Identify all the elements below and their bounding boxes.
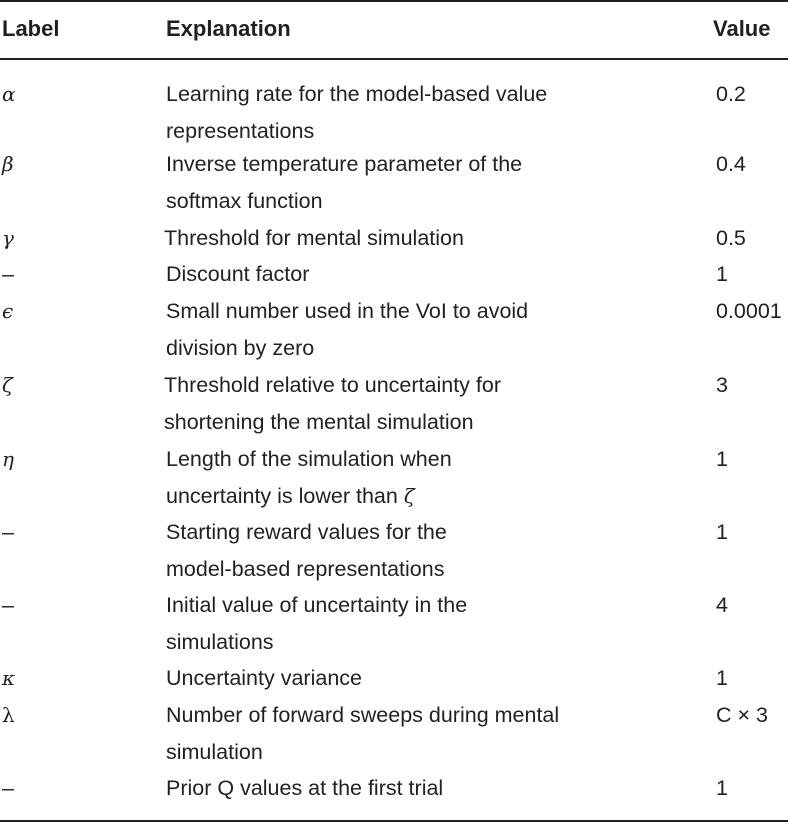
- row-beta-explanation: [166, 146, 522, 220]
- row-starting-reward-value: 1: [716, 520, 728, 544]
- row-lambda-value: C × 3: [716, 703, 768, 727]
- explanation-line: model-based representations: [166, 557, 445, 581]
- explanation-line: [166, 478, 452, 515]
- row-initial-uncertainty-label: –: [2, 593, 14, 617]
- row-eta-explanation: [166, 441, 452, 515]
- row-discount-value: 1: [716, 262, 728, 286]
- explanation-line: Inverse temperature parameter of the: [166, 152, 523, 176]
- explanation-line: Initial value of uncertainty in the: [166, 593, 468, 617]
- explanation-line: Small number used in the VoI to avoid: [166, 299, 529, 323]
- explanation-line: Starting reward values for the: [166, 520, 447, 544]
- row-epsilon-value: 0.0001: [716, 299, 782, 323]
- explanation-line: Threshold for mental simulation: [164, 226, 464, 250]
- row-kappa-explanation: [166, 660, 362, 697]
- explanation-line: Threshold relative to uncertainty for: [164, 373, 501, 397]
- row-kappa-value: 1: [716, 666, 728, 690]
- header-value: Value: [713, 16, 771, 41]
- row-discount-explanation: [166, 256, 309, 293]
- table-top-rule: [0, 0, 788, 2]
- row-alpha-value: 0.2: [716, 82, 746, 106]
- row-beta-label: β: [2, 152, 14, 176]
- row-starting-reward-explanation: [166, 514, 447, 588]
- row-initial-uncertainty-explanation: [166, 587, 467, 661]
- row-alpha-label: α: [2, 82, 16, 106]
- row-epsilon-explanation: [166, 293, 528, 367]
- row-beta-value: 0.4: [716, 152, 746, 176]
- header-explanation: Explanation: [166, 16, 291, 41]
- row-prior-q-value: 1: [716, 776, 728, 800]
- explanation-line: division by zero: [166, 336, 315, 360]
- explanation-line: simulation: [166, 740, 263, 764]
- header-label: Label: [2, 16, 60, 41]
- row-kappa-label: κ: [2, 666, 16, 690]
- row-eta-value: 1: [716, 447, 728, 471]
- row-gamma-explanation: [164, 220, 464, 257]
- explanation-line: Number of forward sweeps during mental: [166, 703, 560, 727]
- explanation-line: Prior Q values at the first trial: [166, 776, 444, 800]
- row-prior-q-explanation: [166, 770, 443, 807]
- explanation-line: Discount factor: [166, 262, 310, 286]
- explanation-line: Uncertainty variance: [166, 666, 362, 690]
- row-starting-reward-label: –: [2, 520, 14, 544]
- row-zeta-value: 3: [716, 373, 728, 397]
- row-gamma-label: γ: [2, 226, 14, 250]
- explanation-line-text: uncertainty is lower than: [166, 484, 398, 508]
- explanation-line: Learning rate for the model-based value: [166, 82, 548, 106]
- row-lambda-label: λ: [2, 703, 15, 727]
- explanation-line: Length of the simulation when: [166, 447, 452, 471]
- row-discount-label: –: [2, 262, 14, 286]
- explanation-line: representations: [166, 119, 315, 143]
- row-alpha-explanation: [166, 76, 547, 150]
- row-lambda-explanation: [166, 697, 559, 771]
- row-zeta-label: ζ: [2, 373, 13, 397]
- row-initial-uncertainty-value: 4: [716, 593, 728, 617]
- row-zeta-explanation: [164, 367, 501, 441]
- explanation-line: shortening the mental simulation: [164, 410, 474, 434]
- table-header-rule: [0, 58, 788, 60]
- row-prior-q-label: –: [2, 776, 14, 800]
- row-epsilon-label: ϵ: [2, 299, 14, 323]
- explanation-line: softmax function: [166, 189, 323, 213]
- zeta-symbol: ζ: [403, 484, 415, 508]
- row-eta-label: η: [2, 447, 14, 471]
- row-gamma-value: 0.5: [716, 226, 746, 250]
- explanation-line: simulations: [166, 630, 274, 654]
